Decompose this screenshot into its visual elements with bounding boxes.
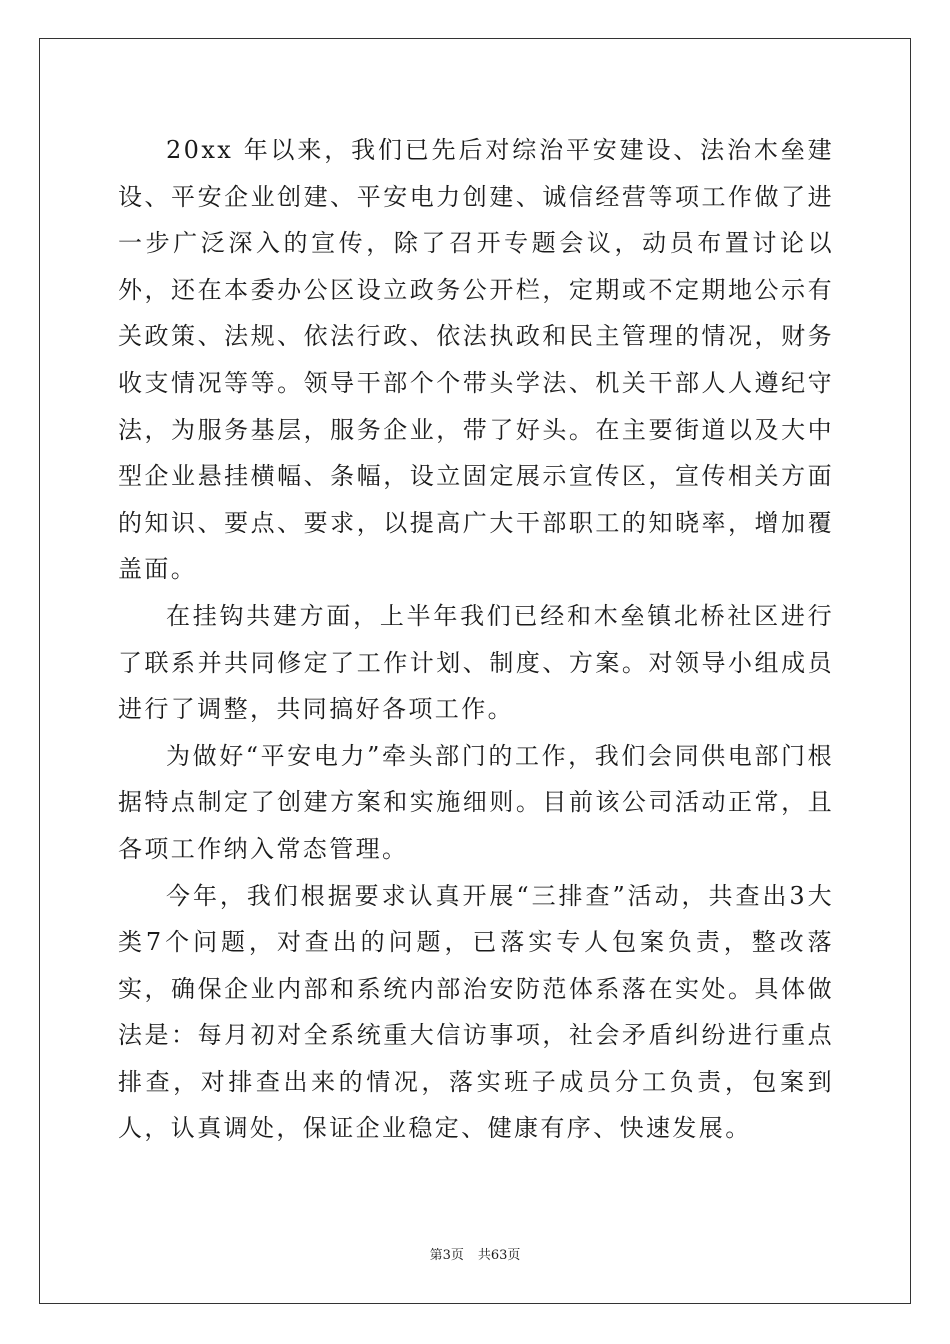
paragraph: 在挂钩共建方面，上半年我们已经和木垒镇北桥社区进行了联系并共同修定了工作计划、制度、方案。对领导小组成员进行了调整，共同搞好各项工作。 [118, 601, 834, 724]
page-number-total: 共63页 [477, 1248, 521, 1263]
document-body [118, 127, 834, 1152]
page-number-current: 第3页 [429, 1248, 464, 1263]
page-footer [0, 1247, 950, 1265]
paragraph: 为做好“平安电力”牵头部门的工作，我们会同供电部门根据特点制定了创建方案和实施细则。目前该公司活动正常，且各项工作纳入常态管理。 [118, 741, 834, 863]
paragraph: 20xx 年以来，我们已先后对综治平安建设、法治木垒建设、平安企业创建、平安电力创建、诚信经营等项工作做了进一步广泛深入的宣传，除了召开专题会议，动员布置讨论以外，还在本委办公区设立政务公开栏，定期或不定期地公示有关政策、法规、依法行政、依法执政和民主管理的情况，财务收支情况等等。领导干部个个带头学法、机关干部人人遵纪守法，为服务基层，服务企业，带了好头。在主要街道以及大中型企业悬挂横幅、条幅，设立固定展示宣传区，宣传相关方面的知识、要点、要求，以提高广大干部职工的知晓率，增加覆盖面。 [118, 136, 834, 584]
paragraph: 今年，我们根据要求认真开展“三排查”活动，共查出3大类7个问题，对查出的问题，已落实专人包案负责，整改落实，确保企业内部和系统内部治安防范体系落在实处。具体做法是：每月初对全系统重大信访事项，社会矛盾纠纷进行重点排查，对排查出来的情况，落实班子成员分工负责，包案到人，认真调处，保证企业稳定、健康有序、快速发展。 [118, 881, 834, 1143]
